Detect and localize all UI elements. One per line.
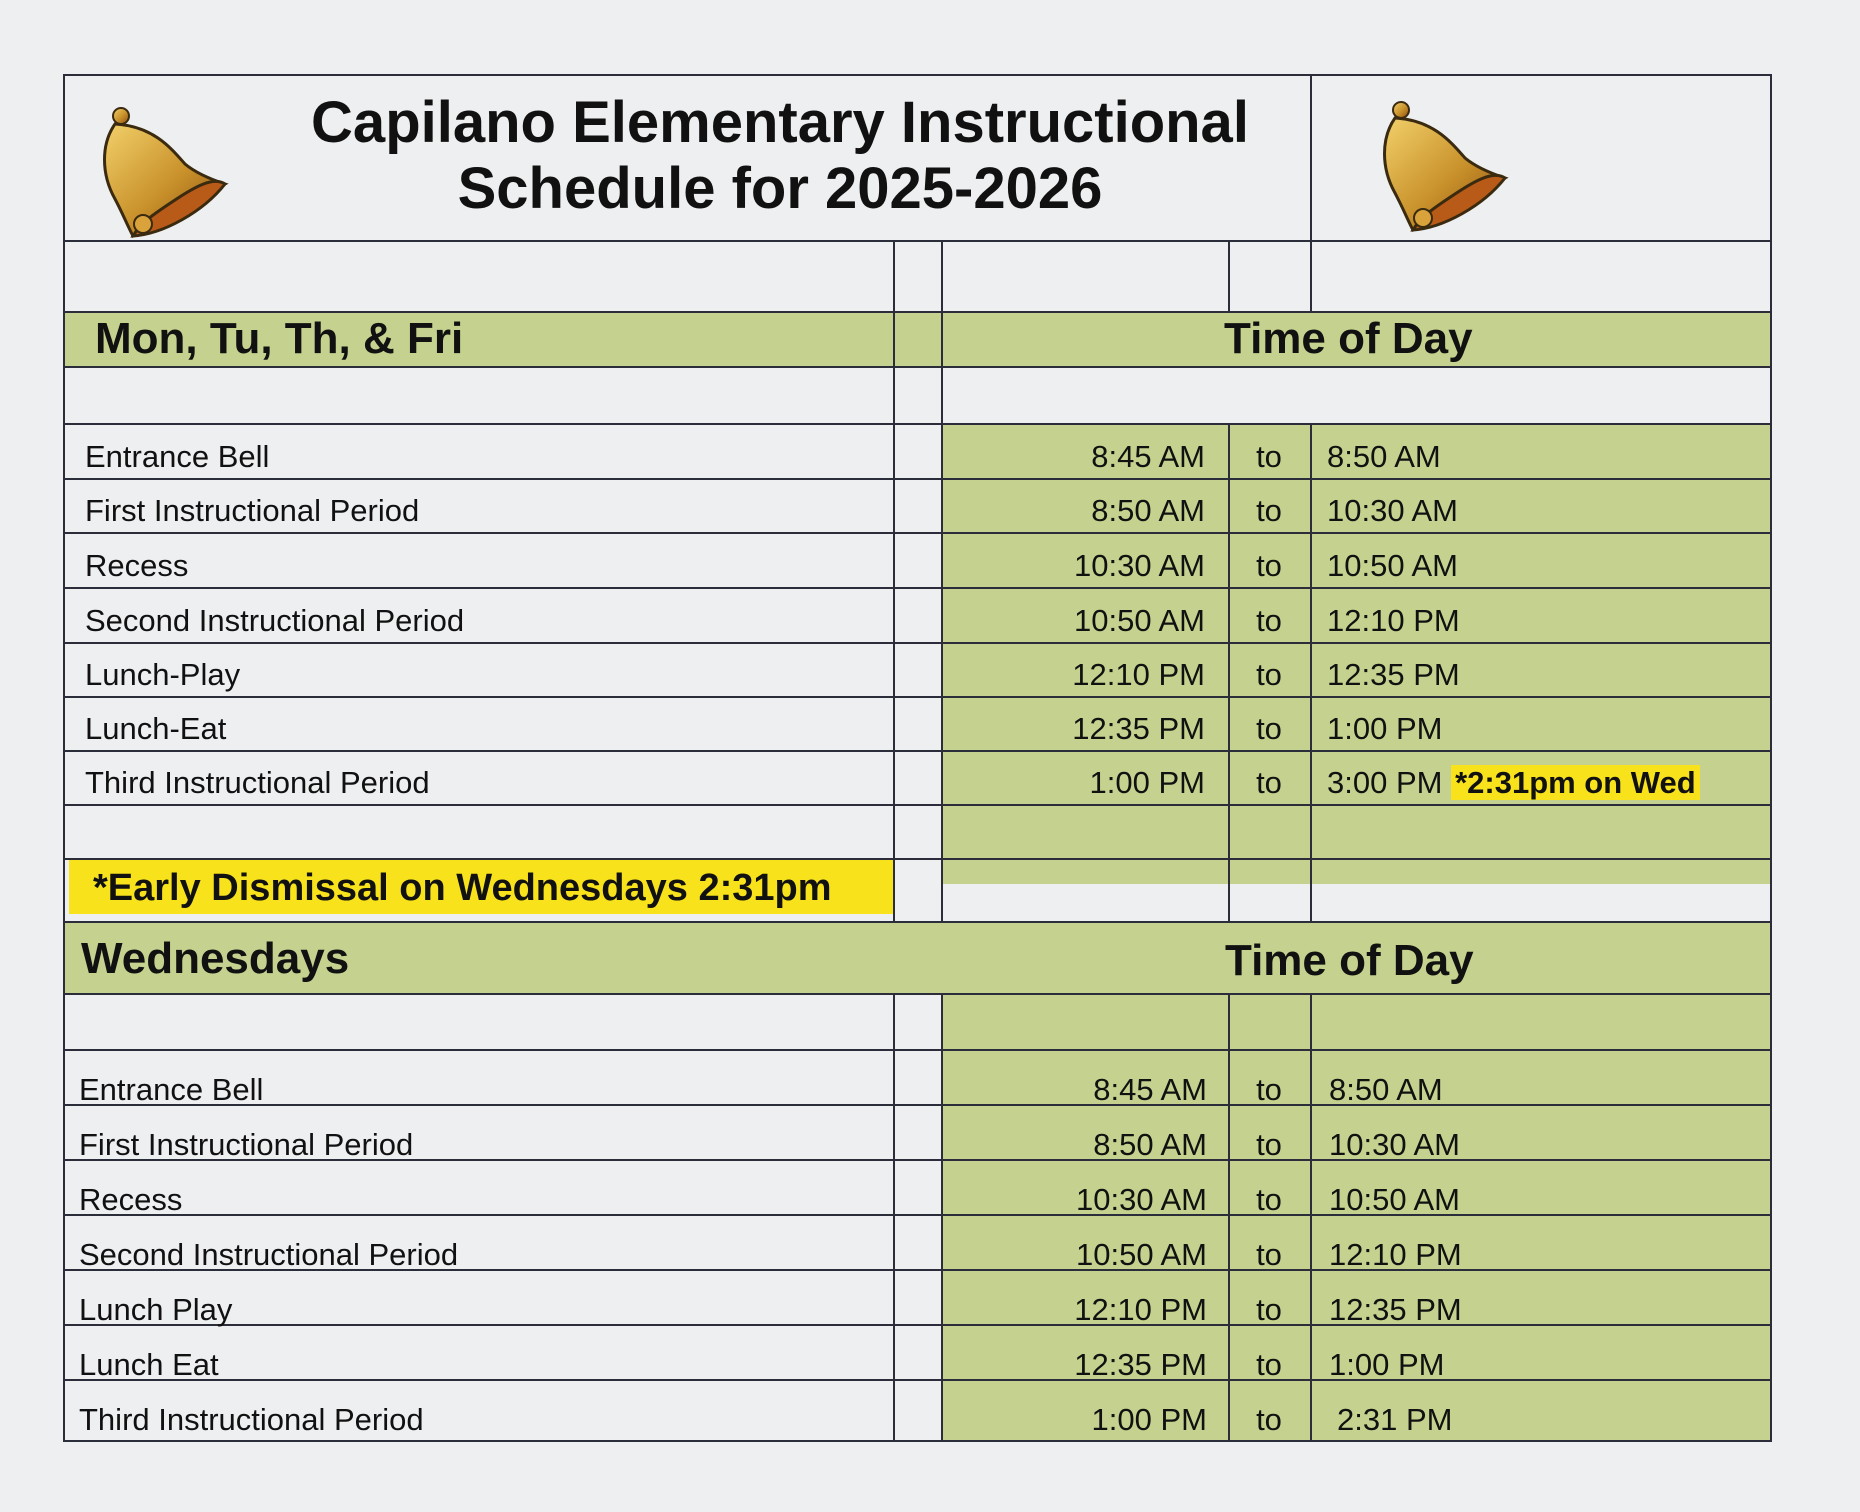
grid-line xyxy=(65,240,1770,242)
grid-line xyxy=(65,1379,1770,1381)
time-end: 12:35 PM xyxy=(1329,1292,1462,1327)
grid-line xyxy=(65,587,1770,589)
grid-line xyxy=(65,532,1770,534)
grid-line xyxy=(65,423,1770,425)
time-start: 10:30 AM xyxy=(1076,1182,1207,1217)
grid-line xyxy=(893,240,895,922)
row-label: Lunch-Play xyxy=(85,657,241,692)
grid-line xyxy=(65,696,1770,698)
time-end: 2:31 PM xyxy=(1337,1402,1453,1437)
time-start: 12:35 PM xyxy=(1072,711,1205,746)
time-end: 3:00 PM xyxy=(1327,765,1443,800)
grid-line xyxy=(1310,240,1312,312)
row-label: Recess xyxy=(79,1182,183,1217)
row-label: Second Instructional Period xyxy=(79,1237,459,1272)
time-start: 8:45 AM xyxy=(1091,439,1205,474)
row-label: Lunch-Eat xyxy=(85,711,227,746)
to-label: to xyxy=(1256,1347,1282,1382)
time-start: 12:10 PM xyxy=(1072,657,1205,692)
wednesday-time-heading: Time of Day xyxy=(1225,936,1474,985)
wednesday-times-extra-fill xyxy=(1310,994,1770,1049)
time-end: 10:30 AM xyxy=(1327,493,1458,528)
grid-line xyxy=(1310,423,1312,922)
to-label: to xyxy=(1256,603,1282,638)
time-start: 10:50 AM xyxy=(1076,1237,1207,1272)
grid-line xyxy=(1310,993,1312,1442)
to-label: to xyxy=(1256,439,1282,474)
row-label: Lunch Eat xyxy=(79,1347,219,1382)
wednesday-heading: Wednesdays xyxy=(81,934,350,983)
time-start: 1:00 PM xyxy=(1091,1402,1207,1437)
time-end: 1:00 PM xyxy=(1327,711,1443,746)
wednesday-note-badge: *2:31pm on Wed xyxy=(1451,765,1700,800)
to-label: to xyxy=(1256,1182,1282,1217)
grid-line xyxy=(941,240,943,922)
grid-line xyxy=(1228,240,1230,312)
time-end: 12:35 PM xyxy=(1327,657,1460,692)
grid-line xyxy=(65,750,1770,752)
time-end: 8:50 AM xyxy=(1329,1072,1443,1107)
grid-line xyxy=(65,1324,1770,1326)
early-dismissal-note: *Early Dismissal on Wednesdays 2:31pm xyxy=(93,867,832,909)
row-label: Entrance Bell xyxy=(85,439,270,474)
time-start: 1:00 PM xyxy=(1089,765,1205,800)
time-end: 10:30 AM xyxy=(1329,1127,1460,1162)
page-title-line-2: Schedule for 2025-2026 xyxy=(457,156,1103,221)
grid-line xyxy=(65,478,1770,480)
to-label: to xyxy=(1256,548,1282,583)
to-label: to xyxy=(1256,493,1282,528)
grid-line xyxy=(941,993,943,1442)
time-start: 12:10 PM xyxy=(1074,1292,1207,1327)
grid-line xyxy=(65,1049,1770,1051)
regular-days-heading: Mon, Tu, Th, & Fri xyxy=(95,314,464,363)
grid-line xyxy=(65,642,1770,644)
to-label: to xyxy=(1256,1127,1282,1162)
time-end: 10:50 AM xyxy=(1329,1182,1460,1217)
to-label: to xyxy=(1256,1402,1282,1437)
to-label: to xyxy=(1256,657,1282,692)
time-end: 12:10 PM xyxy=(1327,603,1460,638)
to-label: to xyxy=(1256,711,1282,746)
to-label: to xyxy=(1256,1237,1282,1272)
grid-line xyxy=(65,858,1770,860)
time-end: 12:10 PM xyxy=(1329,1237,1462,1272)
to-label: to xyxy=(1256,1292,1282,1327)
grid-line xyxy=(65,921,1770,923)
time-start: 8:50 AM xyxy=(1093,1127,1207,1162)
row-label: Second Instructional Period xyxy=(85,603,465,638)
time-end: 1:00 PM xyxy=(1329,1347,1445,1382)
time-start: 12:35 PM xyxy=(1074,1347,1207,1382)
row-label: Entrance Bell xyxy=(79,1072,264,1107)
row-label: First Instructional Period xyxy=(85,493,420,528)
bell-icon xyxy=(93,104,233,240)
time-end-with-note xyxy=(1327,765,1700,801)
row-label: Third Instructional Period xyxy=(79,1402,424,1437)
to-label: to xyxy=(1256,1072,1282,1107)
time-end: 8:50 AM xyxy=(1327,439,1441,474)
regular-time-heading: Time of Day xyxy=(1224,314,1473,363)
row-label: Lunch Play xyxy=(79,1292,233,1327)
schedule-table xyxy=(63,74,1772,1442)
bell-icon xyxy=(1373,98,1513,234)
grid-line xyxy=(893,993,895,1442)
row-label: Third Instructional Period xyxy=(85,765,430,800)
grid-line xyxy=(65,993,1770,995)
grid-line xyxy=(65,1214,1770,1216)
grid-line xyxy=(65,804,1770,806)
grid-line xyxy=(65,311,1770,313)
time-end: 10:50 AM xyxy=(1327,548,1458,583)
time-start: 10:50 AM xyxy=(1074,603,1205,638)
time-start: 8:50 AM xyxy=(1091,493,1205,528)
grid-line xyxy=(65,1104,1770,1106)
grid-line xyxy=(65,366,1770,368)
time-start: 8:45 AM xyxy=(1093,1072,1207,1107)
time-start: 10:30 AM xyxy=(1074,548,1205,583)
row-label: Recess xyxy=(85,548,189,583)
row-label: First Instructional Period xyxy=(79,1127,414,1162)
to-label: to xyxy=(1256,765,1282,800)
page-title-line-1: Capilano Elementary Instructional xyxy=(311,90,1249,155)
